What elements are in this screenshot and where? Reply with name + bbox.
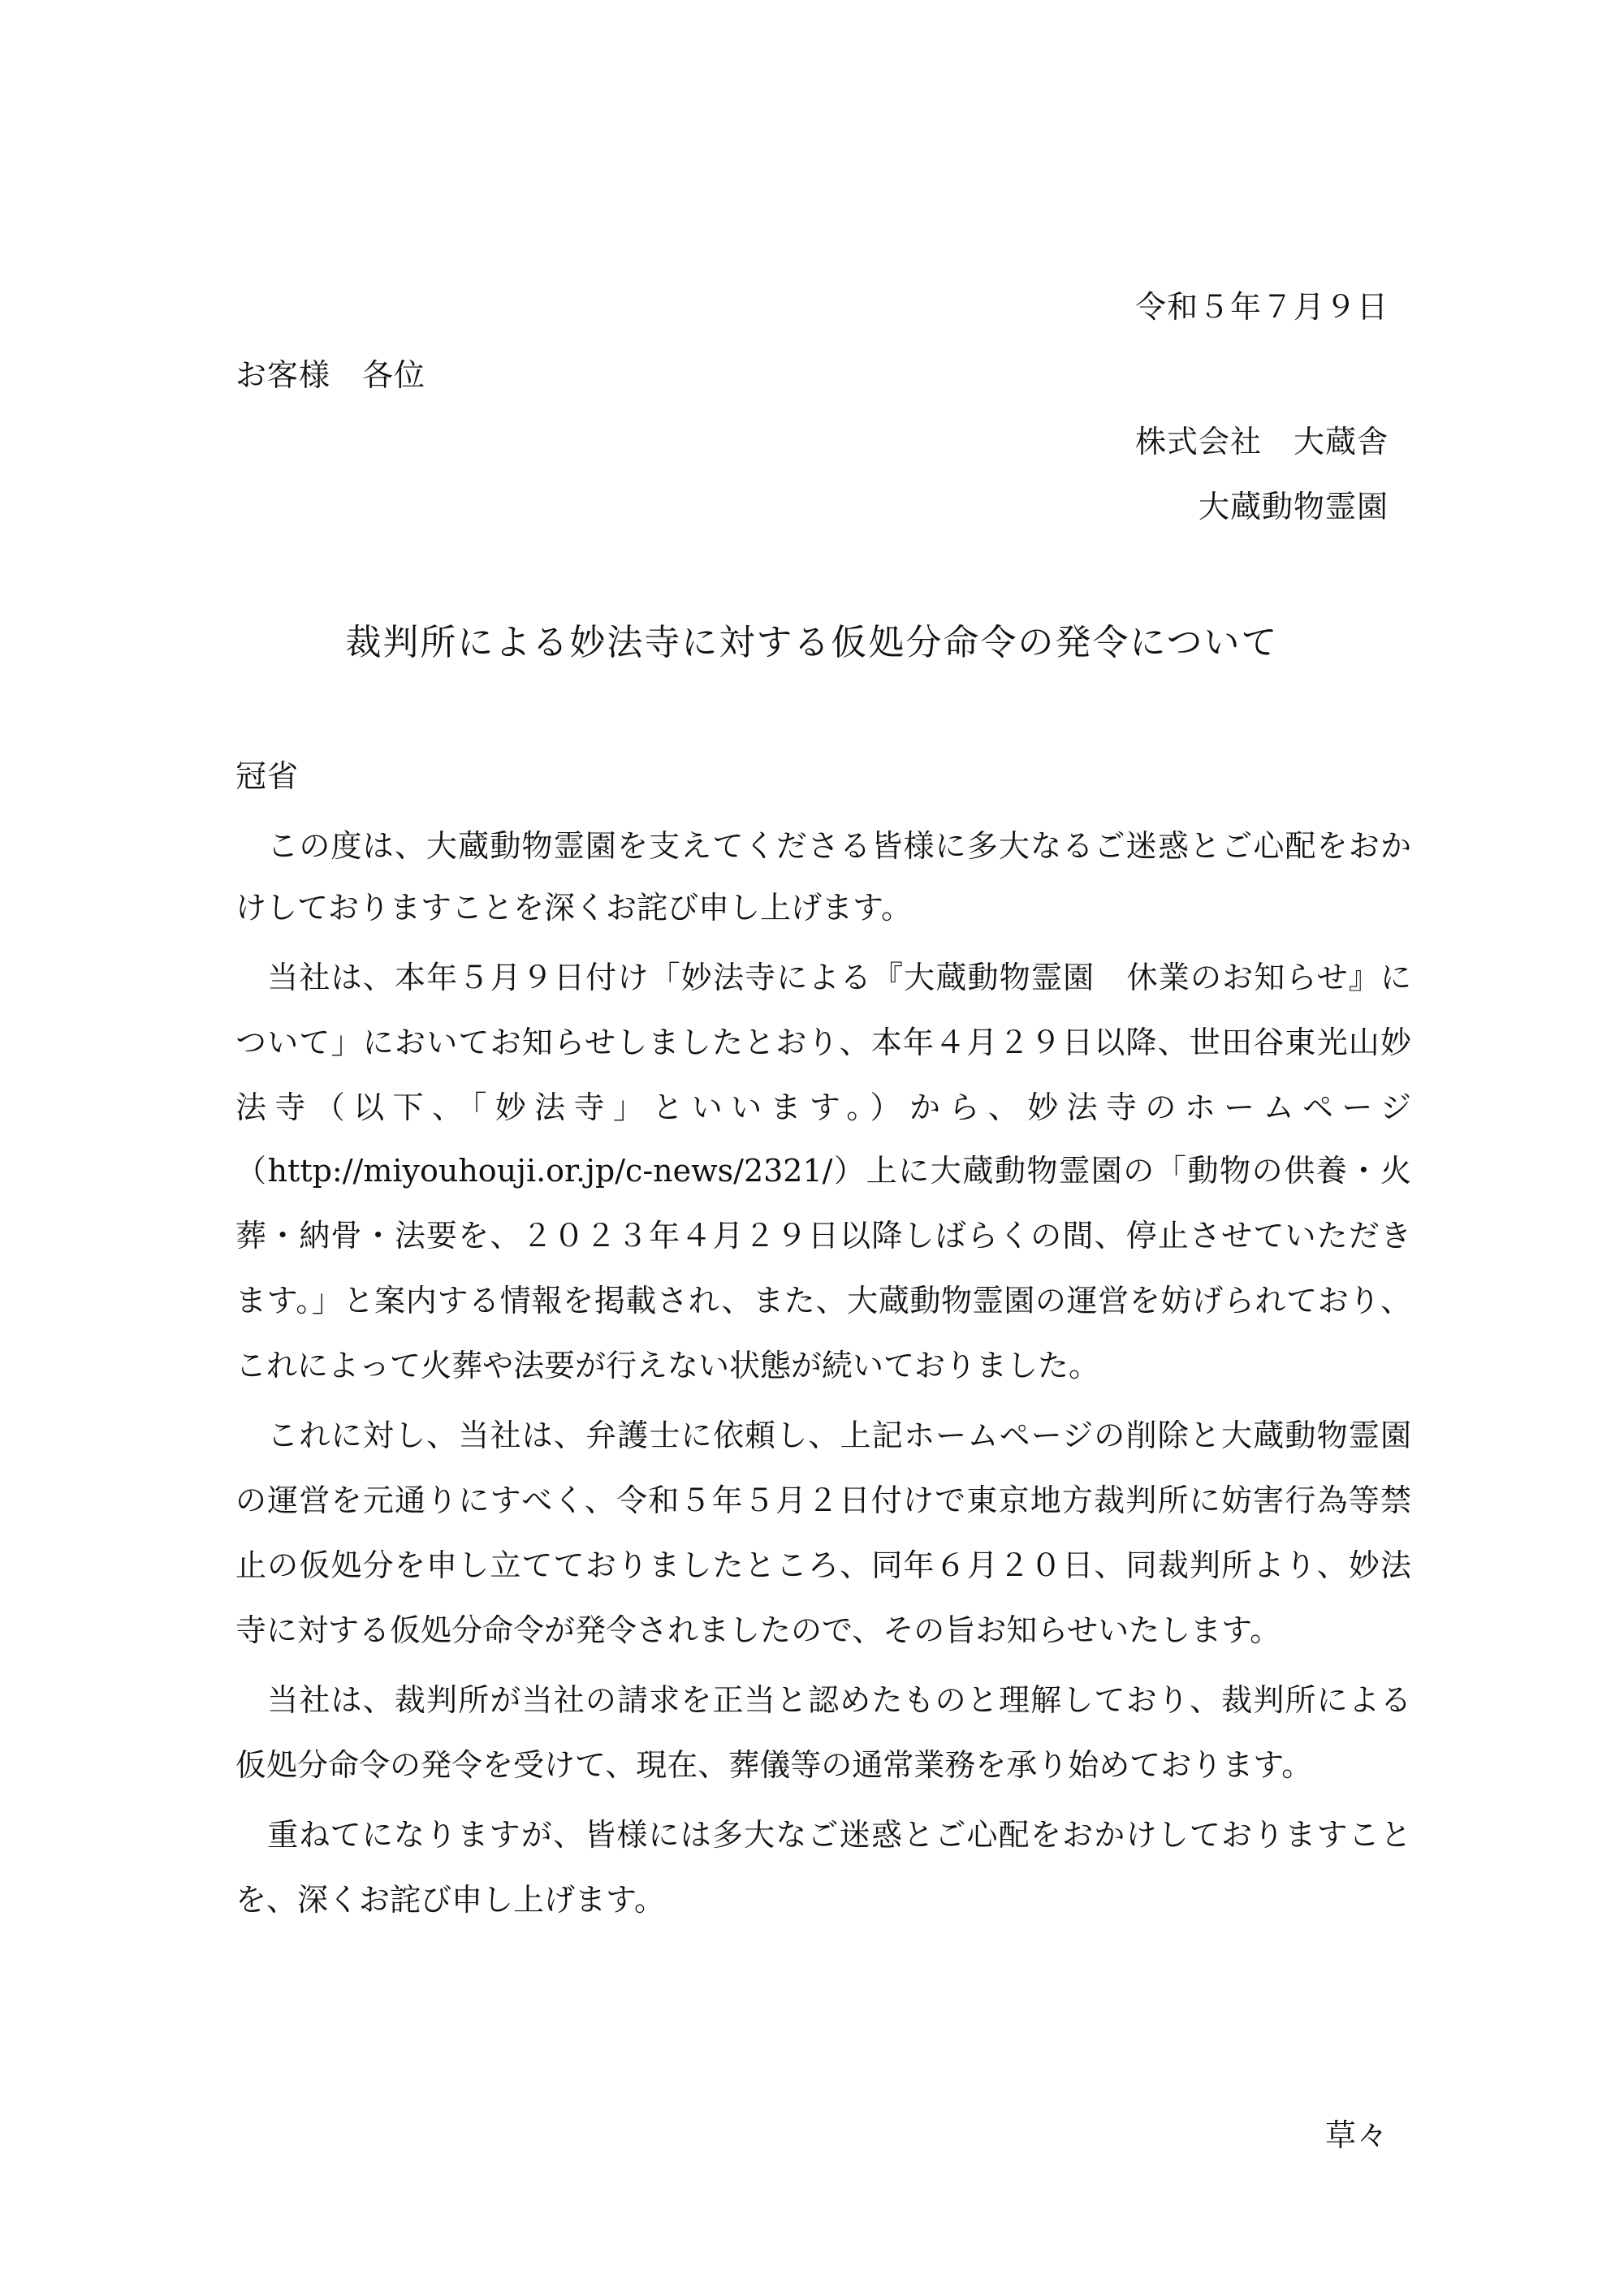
body-line: ます。」と案内する情報を掲載され、また、大蔵動物霊園の運営を妨げられており、 bbox=[235, 1283, 1411, 1318]
document-date: 令和５年７月９日 bbox=[1134, 289, 1389, 325]
department-name: 大蔵動物霊園 bbox=[1198, 489, 1389, 524]
body-line: これに対し、当社は、弁護士に依頼し、上記ホームページの削除と大蔵動物霊園 bbox=[235, 1418, 1411, 1453]
body-line: 当社は、裁判所が当社の請求を正当と認めたものと理解しており、裁判所による bbox=[235, 1682, 1411, 1718]
body-line: （http://miyouhouji.or.jp/c-news/2321/）上に大蔵動物霊園の「動物の供養・火 bbox=[235, 1153, 1411, 1189]
body-line: 重ねてになりますが、皆様には多大なご迷惑とご心配をおかけしておりますこと bbox=[235, 1817, 1411, 1853]
body-line: 当社は、本年５月９日付け「妙法寺による『大蔵動物霊園 休業のお知らせ』に bbox=[235, 960, 1411, 995]
closing-phrase: 草々 bbox=[1324, 2117, 1389, 2153]
document-title: 裁判所による妙法寺に対する仮処分命令の発令について bbox=[345, 622, 1279, 663]
body-line: 寺に対する仮処分命令が発令されましたので、その旨お知らせいたします。 bbox=[235, 1612, 1281, 1648]
body-line: 止の仮処分を申し立てておりましたところ、同年６月２０日、同裁判所より、妙法 bbox=[235, 1547, 1411, 1583]
body-line: これによって火葬や法要が行えない状態が続いておりました。 bbox=[235, 1348, 1100, 1383]
body-line: を、深くお詫び申し上げます。 bbox=[235, 1882, 665, 1918]
body-line: 法寺（以下、「妙法寺」といいます。）から、妙法寺のホームページ bbox=[235, 1090, 1411, 1125]
company-name: 株式会社 大蔵舎 bbox=[1134, 424, 1389, 460]
opening-greeting: 冠省 bbox=[235, 758, 300, 794]
body-line: この度は、大蔵動物霊園を支えてくださる皆様に多大なるご迷惑とご心配をおか bbox=[235, 828, 1411, 864]
addressee: お客様 各位 bbox=[235, 357, 426, 393]
body-line: 仮処分命令の発令を受けて、現在、葬儀等の通常業務を承り始めております。 bbox=[235, 1747, 1313, 1783]
body-line: ついて」においてお知らせしましたとおり、本年４月２９日以降、世田谷東光山妙 bbox=[235, 1025, 1411, 1060]
body-line: の運営を元通りにすべく、令和５年５月２日付けで東京地方裁判所に妨害行為等禁 bbox=[235, 1482, 1411, 1518]
body-line: 葬・納骨・法要を、２０２３年４月２９日以降しばらくの間、停止させていただき bbox=[235, 1218, 1411, 1254]
body-line: けしておりますことを深くお詫び申し上げます。 bbox=[235, 890, 912, 926]
